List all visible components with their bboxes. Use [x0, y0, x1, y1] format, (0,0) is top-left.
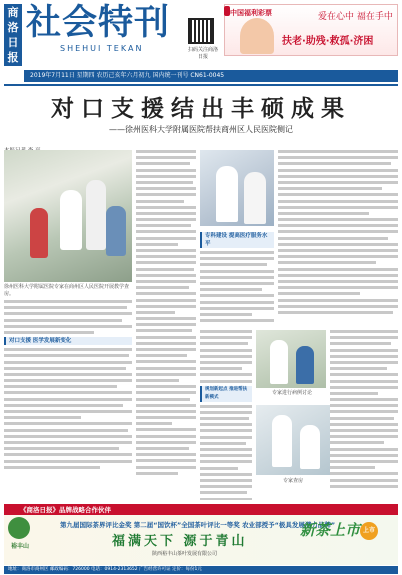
section-heading: 专科建设 提高医疗服务水平 [200, 232, 274, 248]
top-ad-brand: 中国福利彩票 [230, 9, 272, 17]
masthead-vertical-name: 商洛日报 [4, 4, 22, 66]
top-ad-slogan: 爱在心中 福在手中 [318, 12, 393, 22]
photo-person [296, 346, 314, 384]
ad-awards: 第九届国际茶界评比金奖 第二届“国饮杯”全国茶叶评比一等奖 农业部授予“极具发展潜力品牌” [60, 521, 336, 529]
body-column-1 [4, 300, 132, 500]
photo-person [244, 172, 266, 224]
qr-code-icon [188, 18, 214, 44]
discussion-photo [256, 330, 326, 388]
qr-label: 扫码关注商洛日报 [187, 47, 218, 60]
tea-logo-text: 裕丰山 [10, 543, 29, 550]
photo-person [106, 206, 126, 256]
photo-person [300, 425, 320, 469]
ad-band-text: 《商洛日报》品牌战略合作伙伴 [20, 506, 111, 514]
ad-company: 陕西裕丰山茶叶发展有限公司 [152, 551, 218, 557]
body-column-6 [330, 330, 398, 500]
top-ad-figure [240, 18, 274, 54]
photo-person [30, 208, 48, 258]
article-headline: 对口支援结出丰硕成果 [51, 95, 351, 122]
mid-photo-caption: 专家进行病例讨论 [271, 390, 312, 396]
page-title: 社会特刊 [26, 2, 171, 43]
section-heading: 对口支援 医学发展新变化 [4, 337, 132, 345]
body-column-5 [200, 330, 252, 500]
body-column-4 [278, 150, 398, 325]
article-subhead: ——徐州医科大学附属医院帮扶商州区人民医院侧记 [109, 125, 293, 134]
ad-badge: 上市 [360, 522, 378, 540]
masthead-rule [4, 84, 398, 86]
ad-art-text: 新茶上市 [300, 521, 361, 539]
dateline: 2019年7月11日 星期四 农历己亥年六月初九 国内统一刊号 CN61-0045 [24, 70, 398, 82]
body-column-3 [200, 232, 274, 327]
body-column-2 [136, 150, 196, 500]
tea-logo-icon [8, 517, 30, 539]
main-photo-caption: 徐州医科大学附属医院专家在商州区人民医院开展教学查房。 [4, 284, 130, 297]
title-pinyin: SHEHUI TEKAN [60, 44, 144, 53]
photo-person [60, 190, 82, 250]
ad-slogan: 福满天下 源于青山 [112, 534, 248, 549]
low-photo-caption: 专家查房 [282, 478, 303, 484]
photo-person [216, 166, 238, 222]
photo-person [270, 340, 288, 384]
section-heading: 规划新起点 推进帮扶新模式 [200, 386, 252, 402]
footer: 地址：商洛市商州区 邮政编码：726000 电话：0914-2313652 广告经营许可证 定价：每份1元 [4, 566, 398, 574]
top-ad-sub: 扶老·助残·救孤·济困 [282, 36, 374, 47]
photo-person [272, 415, 292, 467]
photo-person [86, 180, 106, 250]
